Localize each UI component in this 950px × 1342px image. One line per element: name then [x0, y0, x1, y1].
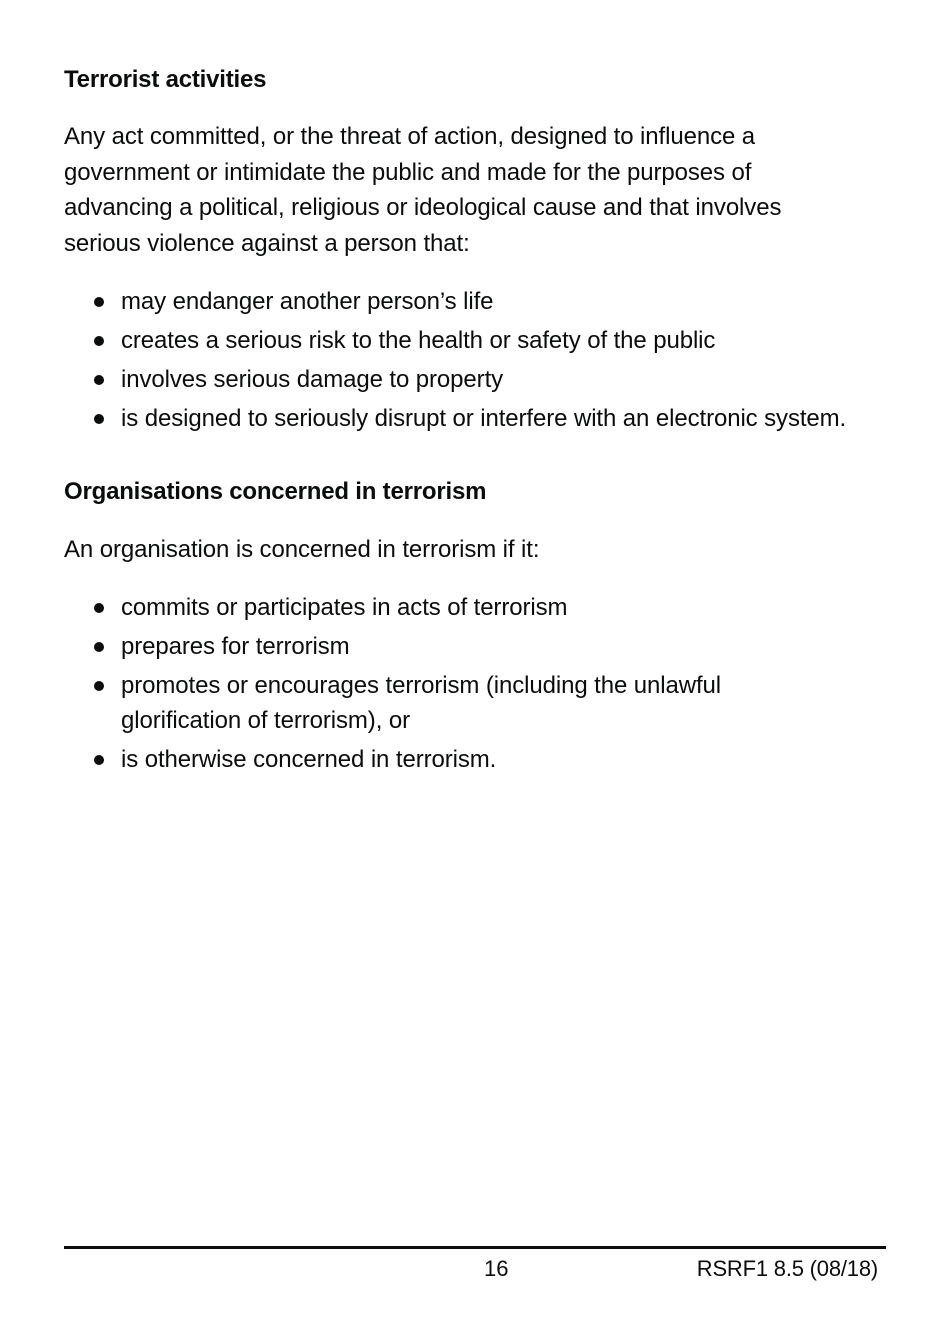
list-item-text: is otherwise concerned in terrorism.: [121, 746, 497, 773]
list-item-text: commits or participates in acts of terrorism: [121, 594, 568, 621]
section-paragraph-terrorist-activities: Any act committed, or the threat of action, designed to influence a government or intimidate the public and made for the purposes of advancing a political, religious or ideological cause and that involves serious violence against a person that:: [64, 123, 782, 257]
list-item-text: is designed to seriously disrupt or interfere with an electronic system.: [121, 405, 847, 432]
bullet-icon: [94, 336, 104, 346]
list-item: [64, 323, 886, 358]
bullet-list-terrorist-activities: [64, 284, 886, 440]
page-number: 16: [484, 1256, 509, 1281]
bullet-icon: [94, 375, 104, 385]
bullet-icon: [94, 681, 104, 691]
list-item-text: may endanger another person’s life: [121, 288, 494, 315]
bullet-list-organisations-concerned: [64, 590, 784, 781]
bullet-icon: [94, 414, 104, 424]
bullet-icon: [94, 603, 104, 613]
section-heading-terrorist-activities: Terrorist activities: [64, 66, 267, 93]
section-heading-organisations-concerned: Organisations concerned in terrorism: [64, 478, 487, 505]
list-item-text: promotes or encourages terrorism (including the unlawful glorification of terrorism), or: [121, 672, 722, 734]
list-item-text: creates a serious risk to the health or safety of the public: [121, 327, 716, 354]
footer-divider: [64, 1246, 886, 1249]
list-item-text: prepares for terrorism: [121, 633, 350, 660]
bullet-icon: [94, 297, 104, 307]
bullet-icon: [94, 755, 104, 765]
list-item: [64, 668, 784, 738]
list-item: [64, 590, 784, 625]
list-item: [64, 742, 784, 777]
list-item-text: involves serious damage to property: [121, 366, 504, 393]
list-item: [64, 362, 886, 397]
list-item: [64, 284, 886, 319]
list-item: [64, 629, 784, 664]
section-paragraph-organisations-concerned: An organisation is concerned in terrorism if it:: [64, 536, 540, 563]
bullet-icon: [94, 642, 104, 652]
list-item: [64, 401, 886, 436]
form-reference: RSRF1 8.5 (08/18): [696, 1256, 878, 1281]
